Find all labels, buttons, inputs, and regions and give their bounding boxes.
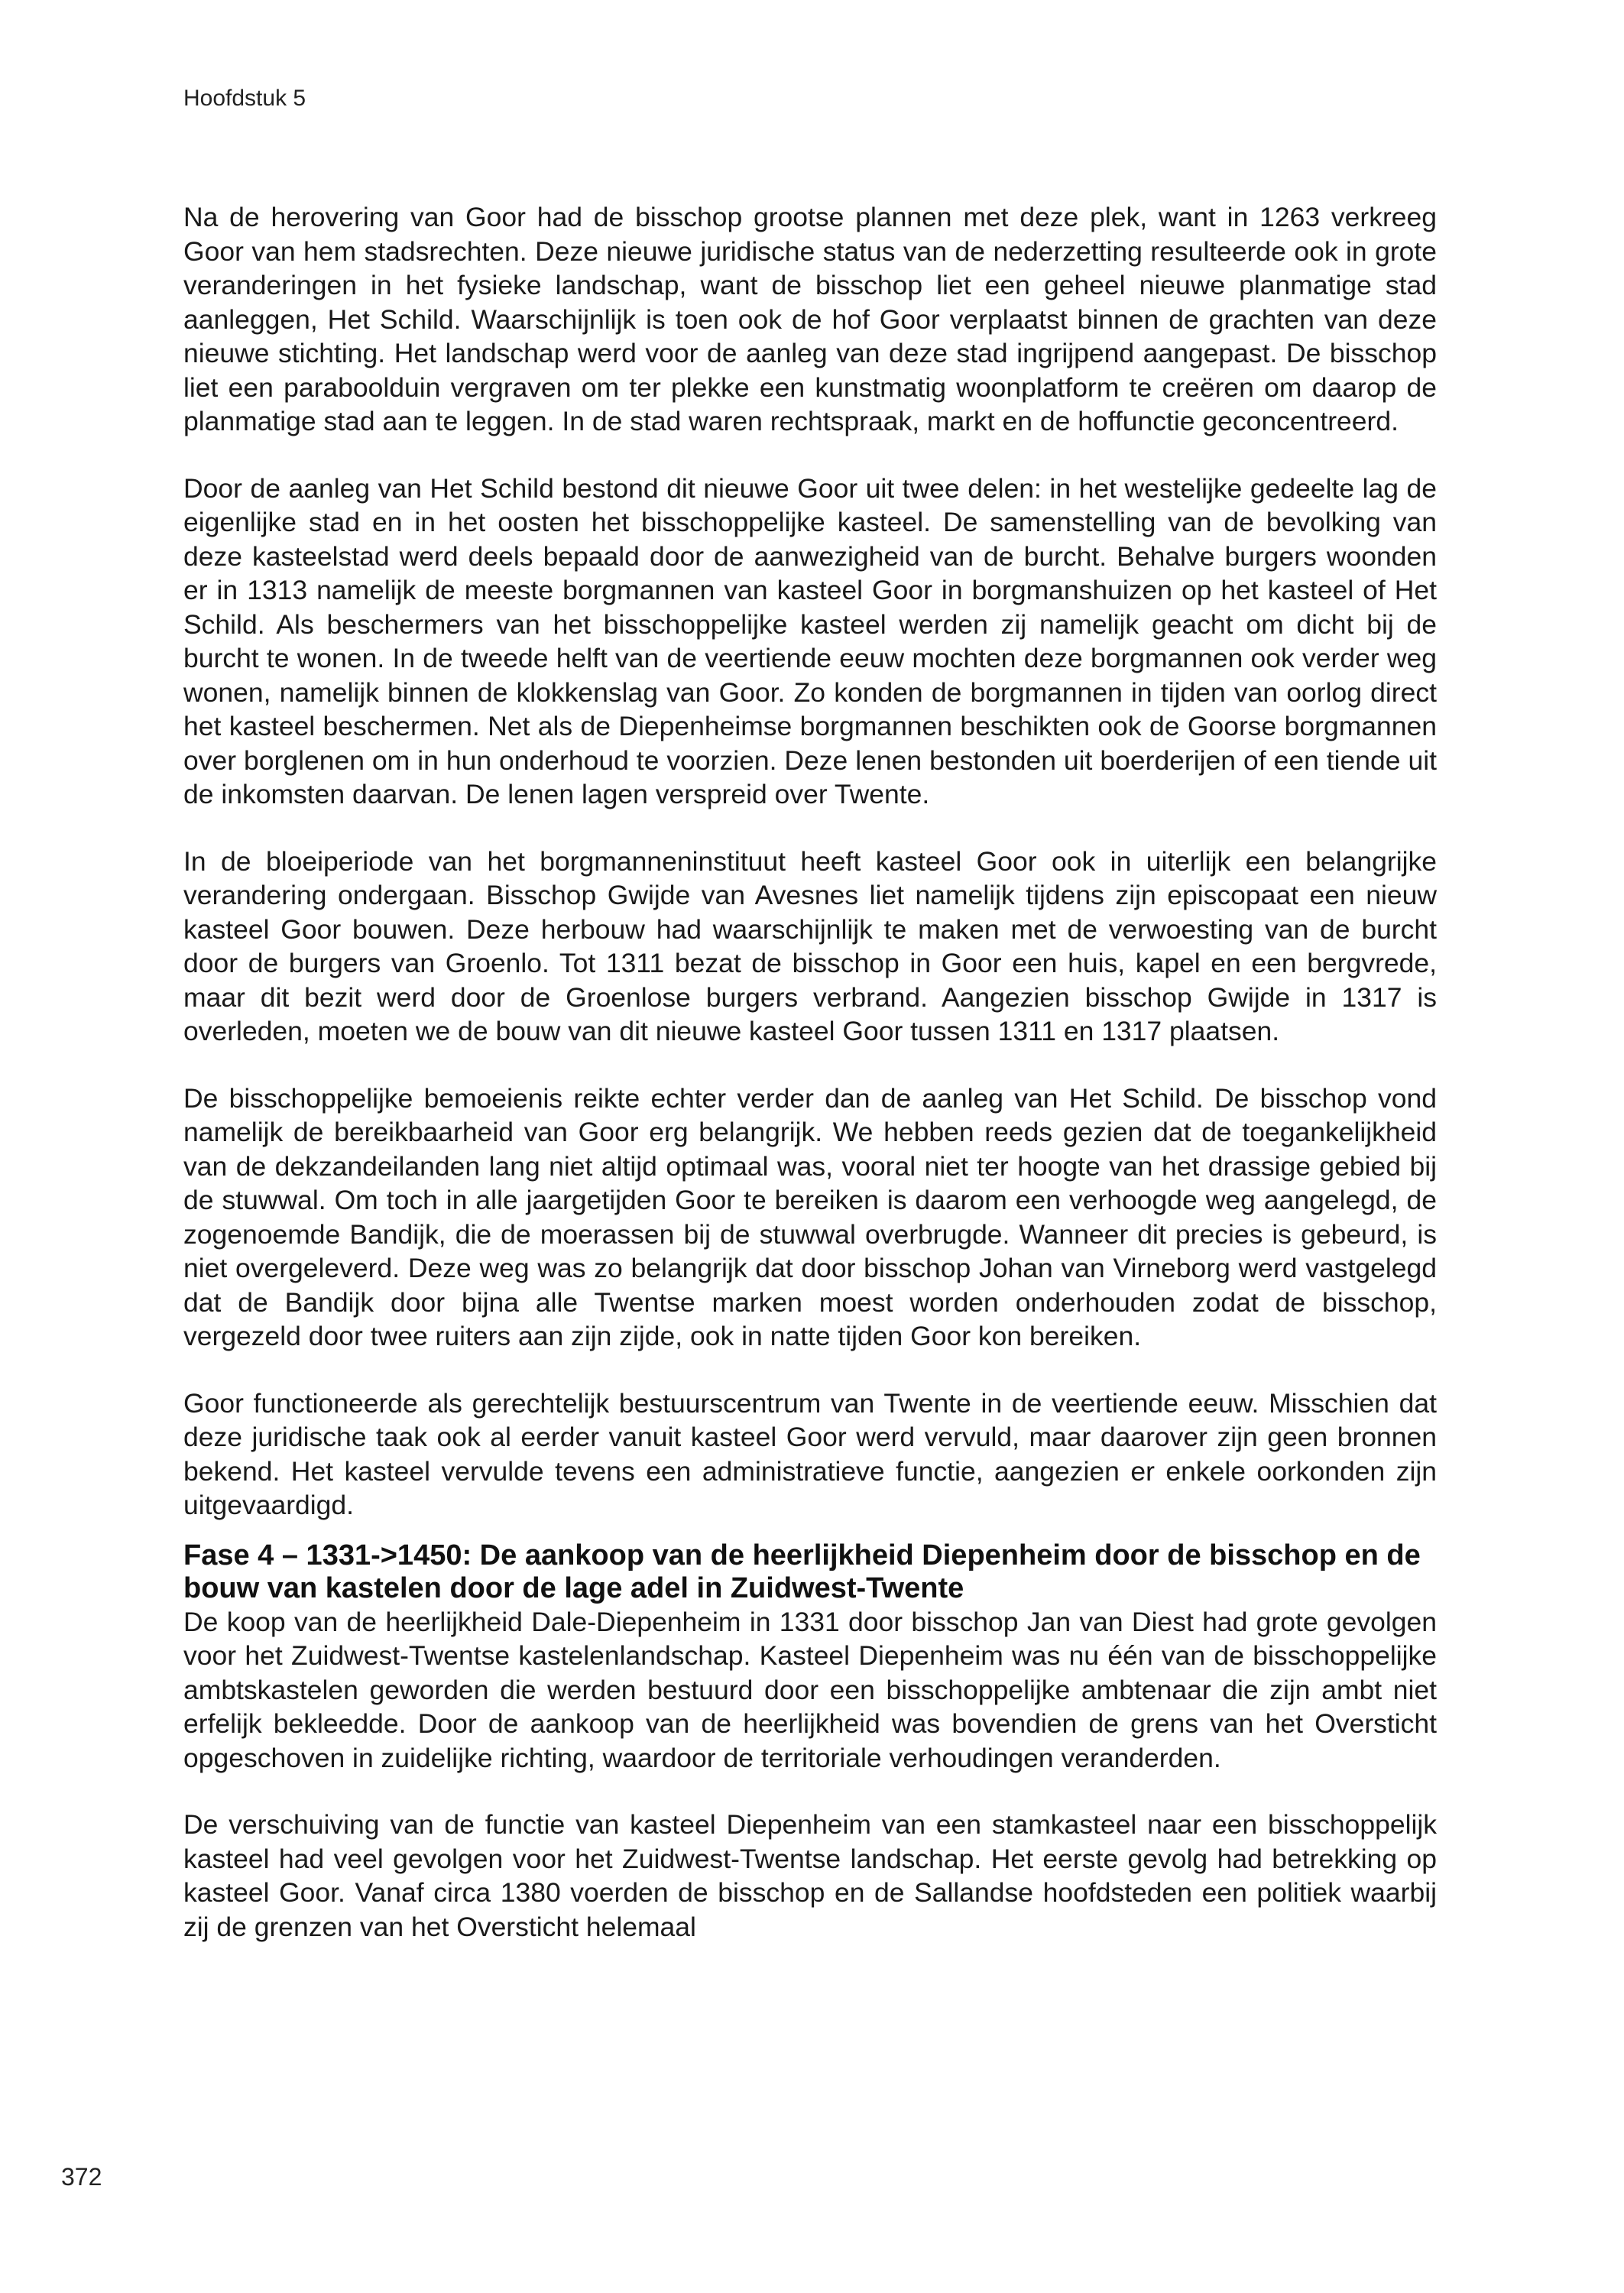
running-header: Hoofdstuk 5	[183, 86, 306, 111]
page-number: 372	[61, 2163, 102, 2191]
paragraph: De koop van de heerlijkheid Dale-Diepenheim in 1331 door bisschop Jan van Diest had grote gevolgen voor het Zuidwest-Twentse kastelenlandschap. Kasteel Diepenheim was nu één van de bisschoppelijke ambtskastelen geworden die werden bestuurd door een bisschoppelijke ambtenaar die zijn ambt niet erfelijk bekleedde. Door de aankoop van de heerlijkheid was bovendien de grens van het Oversticht opgeschoven in zuidelijke richting, waardoor de territoriale verhoudingen veranderden.	[183, 1606, 1437, 1773]
paragraph: Na de herovering van Goor had de bisschop grootse plannen met deze plek, want in 1263 verkreeg Goor van hem stadsrechten. Deze nieuwe juridische status van de nederzetting resulteerde ook in grote veranderingen in het fysieke landschap, want de bisschop liet een geheel nieuwe planmatige stad aanleggen, Het Schild. Waarschijnlijk is toen ook de hof Goor verplaatst binnen de grachten van deze nieuwe stichting. Het landschap werd voor de aanleg van deze stad ingrijpend aangepast. De bisschop liet een paraboolduin vergraven om ter plekke een kunstmatig woonplatform te creëren om daarop de planmatige stad aan te leggen. In de stad waren rechtspraak, markt en de hoffunctie geconcentreerd.	[183, 202, 1437, 436]
body-text	[183, 200, 1437, 1977]
section-heading: Fase 4 – 1331->1450: De aankoop van de heerlijkheid Diepenheim door de bisschop en de bouw van kastelen door de lage adel in Zuidwest-Twente	[183, 1539, 1421, 1604]
paragraph: In de bloeiperiode van het borgmanneninstituut heeft kasteel Goor ook in uiterlijk een belangrijke verandering ondergaan. Bisschop Gwijde van Avesnes liet namelijk tijdens zijn episcopaat een nieuw kasteel Goor bouwen. Deze herbouw had waarschijnlijk te maken met de verwoesting van de burcht door de burgers van Groenlo. Tot 1311 bezat de bisschop in Goor een huis, kapel en een bergvrede, maar dit bezit werd door de Groenlose burgers verbrand. Aangezien bisschop Gwijde in 1317 is overleden, moeten we de bouw van dit nieuwe kasteel Goor tussen 1311 en 1317 plaatsen.	[183, 845, 1437, 1046]
paragraph: De bisschoppelijke bemoeienis reikte echter verder dan de aanleg van Het Schild. De bisschop vond namelijk de bereikbaarheid van Goor erg belangrijk. We hebben reeds gezien dat de toegankelijkheid van de dekzandeilanden lang niet altijd optimaal was, vooral niet ter hoogte van het drassige gebied bij de stuwwal. Om toch in alle jaargetijden Goor te bereiken is daarom een verhoogde weg aangelegd, de zogenoemde Bandijk, die de moerassen bij de stuwwal overbrugde. Wanneer dit precies is gebeurd, is niet overgeleverd. Deze weg was zo belangrijk dat door bisschop Johan van Virneborg werd vastgelegd dat de Bandijk door bijna alle Twentse marken moest worden onderhouden zodat de bisschop, vergezeld door twee ruiters aan zijn zijde, ook in natte tijden Goor kon bereiken.	[183, 1082, 1437, 1351]
paragraph: Door de aanleg van Het Schild bestond dit nieuwe Goor uit twee delen: in het westelijke gedeelte lag de eigenlijke stad en in het oosten het bisschoppelijke kasteel. De samenstelling van de bevolking van deze kasteelstad werd deels bepaald door de aanwezigheid van de burcht. Behalve burgers woonden er in 1313 namelijk de meeste borgmannen van kasteel Goor in borgmanshuizen op het kasteel of Het Schild. Als beschermers van het bisschoppelijke kasteel werden zij namelijk geacht om dicht bij de burcht te wonen. In de tweede helft van de veertiende eeuw mochten deze borgmannen ook verder weg wonen, namelijk binnen de klokkenslag van Goor. Zo konden de borgmannen in tijden van oorlog direct het kasteel beschermen. Net als de Diepenheimse borgmannen beschikten ook de Goorse borgmannen over borglenen om in hun onderhoud te voorzien. Deze lenen bestonden uit boerderijen of een tiende uit de inkomsten daarvan. De lenen lagen verspreid over Twente.	[183, 472, 1437, 809]
paragraph: De verschuiving van de functie van kasteel Diepenheim van een stamkasteel naar een bisschoppelijk kasteel had veel gevolgen voor het Zuidwest-Twentse landschap. Het eerste gevolg had betrekking op kasteel Goor. Vanaf circa 1380 voerden de bisschop en de Sallandse hoofdsteden een politiek waarbij zij de grenzen van het Oversticht helemaal	[183, 1809, 1437, 1942]
paragraph: Goor functioneerde als gerechtelijk bestuurscentrum van Twente in de veertiende eeuw. Misschien dat deze juridische taak ook al eerder vanuit kasteel Goor werd vervuld, maar daarover zijn geen bronnen bekend. Het kasteel vervulde tevens een administratieve functie, aangezien er enkele oorkonden zijn uitgevaardigd.	[183, 1387, 1437, 1520]
